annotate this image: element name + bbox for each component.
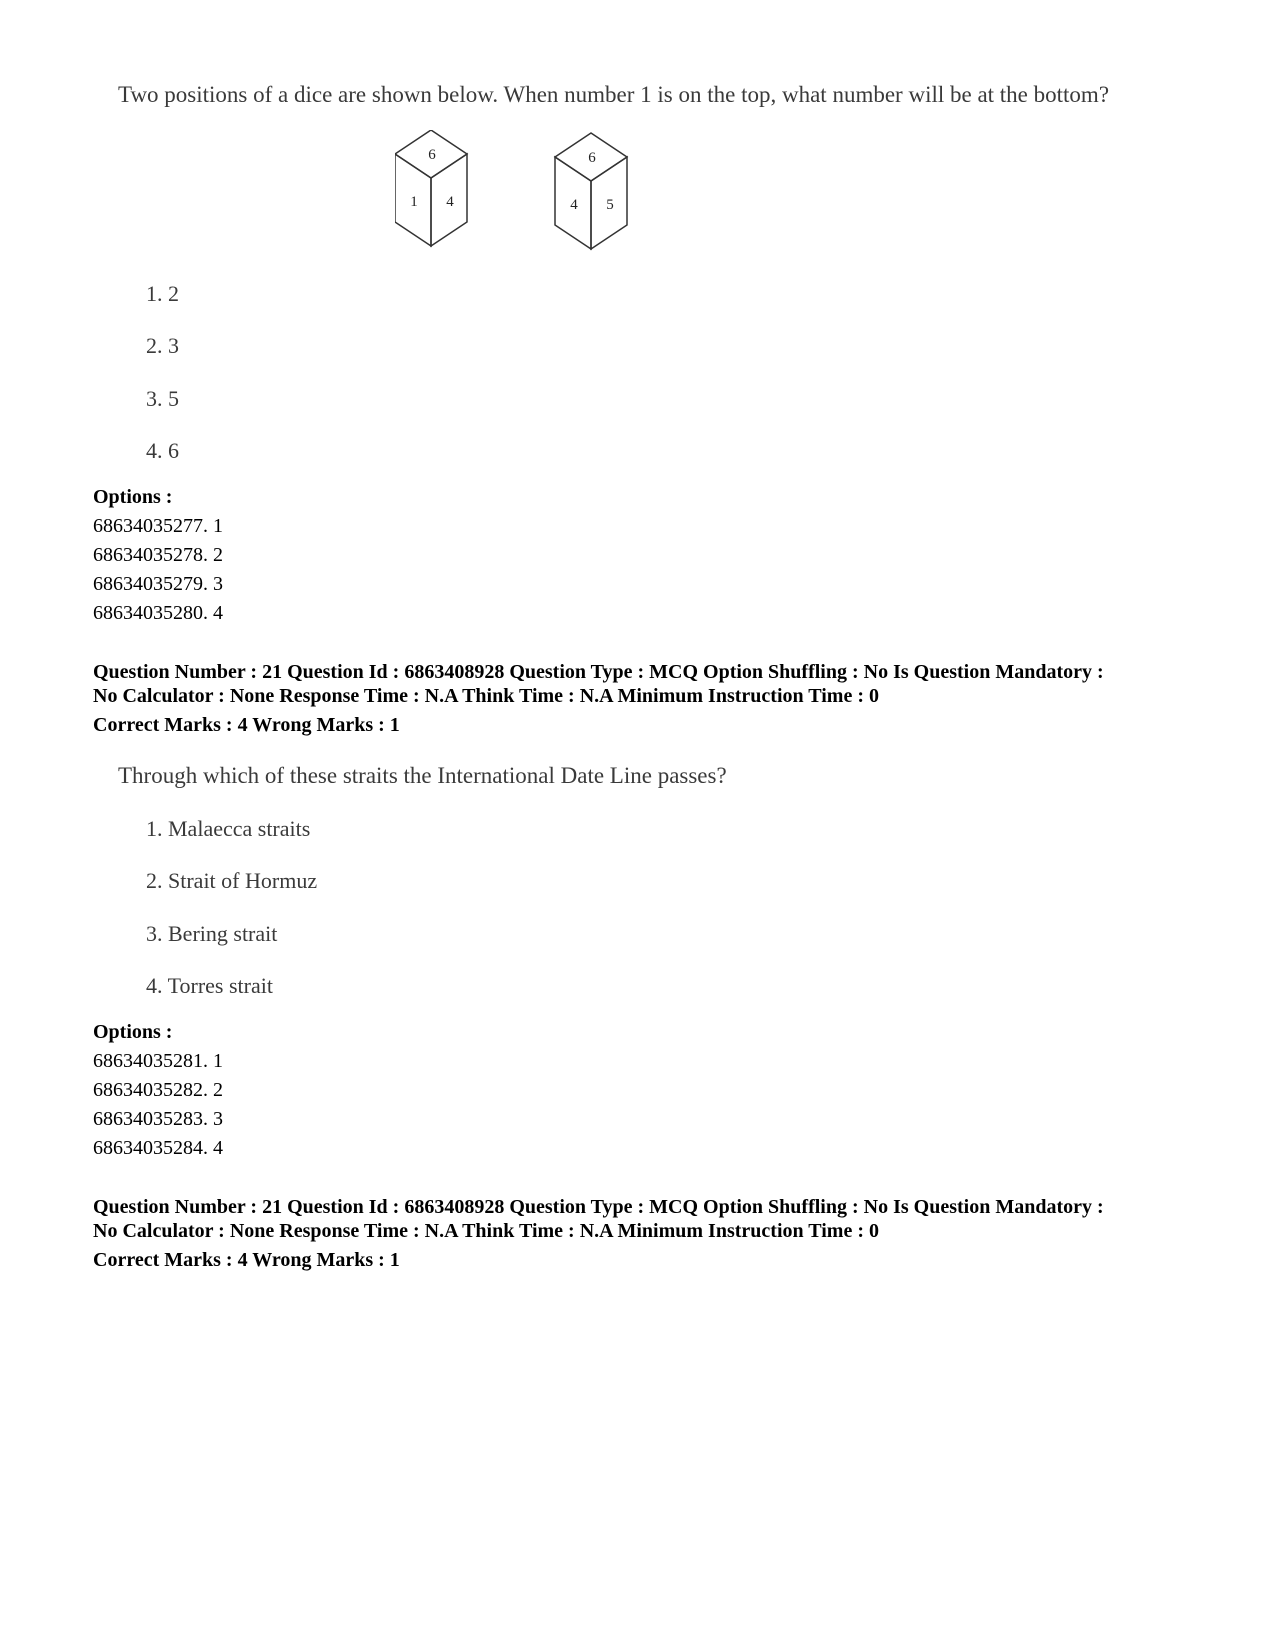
choice-item: 3. 5	[146, 386, 179, 411]
question-meta	[93, 660, 1104, 737]
option-id: 68634035278. 2	[93, 544, 223, 566]
dice-1-right: 4	[446, 194, 454, 210]
choice-item: 4. 6	[146, 438, 179, 463]
choice-item: 4. Torres strait	[146, 973, 273, 998]
question-text: Through which of these straits the International Date Line passes?	[118, 763, 727, 788]
dice-1-left: 1	[410, 194, 418, 210]
dice-2-top: 6	[588, 150, 596, 166]
option-id-list	[93, 1047, 223, 1163]
dice-2-right: 5	[606, 197, 614, 213]
meta-line: No Calculator : None Response Time : N.A Think Time : N.A Minimum Instruction Time : 0	[93, 685, 879, 707]
options-label: Options :	[93, 1021, 173, 1043]
question-meta	[93, 1195, 1104, 1272]
option-id: 68634035284. 4	[93, 1137, 223, 1159]
dice-figure	[395, 130, 655, 255]
option-id: 68634035277. 1	[93, 515, 223, 537]
option-id: 68634035283. 3	[93, 1108, 223, 1130]
options-label: Options :	[93, 486, 173, 508]
meta-line: Question Number : 21 Question Id : 6863408928 Question Type : MCQ Option Shuffling : No Is Question Mandatory :	[93, 661, 1104, 683]
option-id: 68634035281. 1	[93, 1050, 223, 1072]
choice-item: 2. 3	[146, 333, 179, 358]
choice-item: 2. Strait of Hormuz	[146, 868, 318, 893]
option-id: 68634035282. 2	[93, 1079, 223, 1101]
marks-line: Correct Marks : 4 Wrong Marks : 1	[93, 1249, 400, 1271]
choice-item: 1. 2	[146, 281, 179, 306]
option-id: 68634035279. 3	[93, 573, 223, 595]
choice-item: 3. Bering strait	[146, 921, 278, 946]
dice-2-left: 4	[570, 197, 578, 213]
dice-1-top: 6	[428, 147, 436, 163]
choice-item: 1. Malaecca straits	[146, 816, 311, 841]
option-id-list	[93, 512, 223, 628]
meta-line: Question Number : 21 Question Id : 6863408928 Question Type : MCQ Option Shuffling : No Is Question Mandatory :	[93, 1196, 1104, 1218]
question-text: Two positions of a dice are shown below. When number 1 is on the top, what number will be at the bottom?	[118, 82, 1110, 107]
marks-line: Correct Marks : 4 Wrong Marks : 1	[93, 714, 400, 736]
option-id: 68634035280. 4	[93, 602, 223, 624]
meta-line: No Calculator : None Response Time : N.A Think Time : N.A Minimum Instruction Time : 0	[93, 1220, 879, 1242]
